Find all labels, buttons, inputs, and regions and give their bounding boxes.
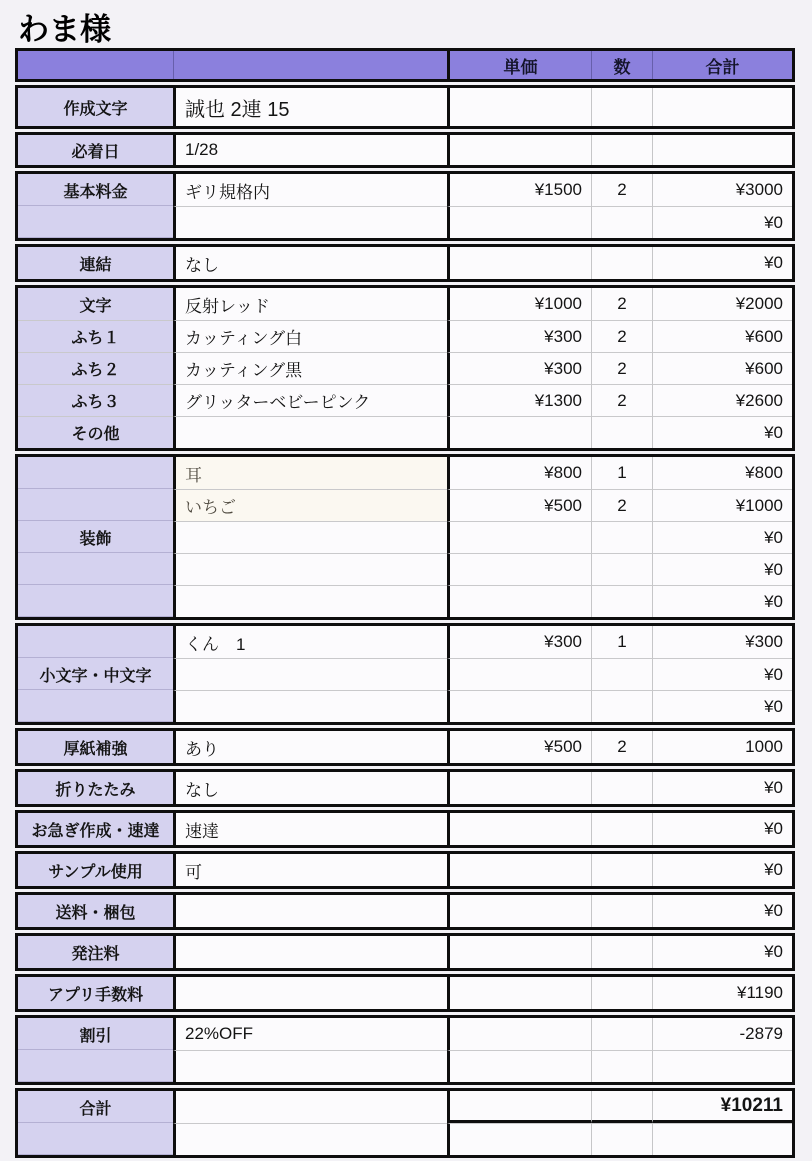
total-cell[interactable] [652, 88, 792, 126]
total-cell[interactable]: ¥800 [652, 457, 792, 489]
item-cell[interactable]: あり [173, 731, 447, 763]
item-cell[interactable]: いちご [173, 489, 447, 521]
qty-cell[interactable]: 1 [591, 626, 652, 658]
unit-price-cell[interactable]: ¥500 [447, 489, 591, 521]
group-hatchuryo [15, 933, 795, 971]
table-header-row [15, 48, 795, 82]
group-moji-fuchi [15, 285, 795, 451]
qty-cell[interactable] [591, 895, 652, 927]
group-oisogi-sokutatsu [15, 810, 795, 848]
qty-cell[interactable] [591, 88, 652, 126]
total-cell[interactable] [652, 1123, 792, 1155]
group-hicchakubi [15, 132, 795, 168]
unit-price-cell[interactable]: ¥300 [447, 352, 591, 384]
row-label-text: ふち２ [71, 362, 120, 379]
qty-cell[interactable]: 2 [591, 489, 652, 521]
total-cell[interactable]: ¥10211 [652, 1091, 792, 1123]
item-cell[interactable]: 可 [173, 854, 447, 886]
unit-price-cell[interactable] [447, 416, 591, 448]
total-cell[interactable]: ¥0 [652, 585, 792, 617]
row-label-text: 文字 [79, 297, 112, 315]
row-label-text: サンプル使用 [48, 863, 143, 881]
row-label-text: 基本料金 [63, 184, 128, 201]
group-oritatami [15, 769, 795, 807]
item-cell[interactable]: なし [173, 247, 447, 279]
group-gokei [15, 1088, 795, 1158]
item-cell[interactable] [173, 658, 447, 690]
unit-price-cell[interactable] [447, 1018, 591, 1050]
total-cell[interactable]: 1000 [652, 731, 792, 763]
row-label-sample-shiyo[interactable] [18, 854, 173, 886]
item-cell[interactable]: 速達 [173, 813, 447, 845]
row-label-text: 合計 [79, 1101, 112, 1118]
row-label-app-tesuryo[interactable] [18, 977, 173, 1009]
order-table [15, 48, 795, 1161]
qty-cell[interactable] [591, 854, 652, 886]
group-komoji-chumoji [15, 623, 795, 725]
unit-price-cell[interactable] [447, 658, 591, 690]
row-label-moji-fuchi-3[interactable] [18, 384, 173, 416]
qty-cell[interactable]: 2 [591, 174, 652, 206]
item-cell[interactable] [173, 936, 447, 968]
total-cell[interactable]: ¥0 [652, 658, 792, 690]
item-cell[interactable]: 耳 [173, 457, 447, 489]
row-label-kihon-ryokin[interactable] [18, 174, 173, 238]
item-cell[interactable] [173, 977, 447, 1009]
unit-price-cell[interactable] [447, 977, 591, 1009]
qty-cell[interactable]: 2 [591, 320, 652, 352]
total-cell[interactable]: ¥0 [652, 521, 792, 553]
row-label-oisogi-sokutatsu[interactable] [18, 813, 173, 845]
total-cell[interactable]: ¥0 [652, 854, 792, 886]
row-label-oritatami[interactable] [18, 772, 173, 804]
unit-price-cell[interactable] [447, 936, 591, 968]
row-label-moji-fuchi-0[interactable] [18, 288, 173, 320]
unit-price-cell[interactable]: ¥1000 [447, 288, 591, 320]
qty-cell[interactable] [591, 772, 652, 804]
unit-price-cell[interactable] [447, 88, 591, 126]
total-cell[interactable]: ¥0 [652, 895, 792, 927]
item-cell[interactable] [173, 895, 447, 927]
header-item-cell[interactable] [173, 51, 447, 79]
qty-cell[interactable] [591, 553, 652, 585]
qty-cell[interactable] [591, 1018, 652, 1050]
item-cell[interactable] [173, 1123, 447, 1155]
row-label-text: 割引 [79, 1028, 112, 1045]
group-soryo-konpo [15, 892, 795, 930]
item-cell[interactable]: 22%OFF [173, 1018, 447, 1050]
qty-cell[interactable] [591, 247, 652, 279]
total-cell[interactable]: ¥1000 [652, 489, 792, 521]
qty-cell[interactable] [591, 936, 652, 968]
qty-cell[interactable] [591, 813, 652, 845]
total-cell[interactable]: ¥300 [652, 626, 792, 658]
row-label-text: 連結 [79, 256, 112, 274]
row-label-text: お急ぎ作成・速達 [31, 822, 160, 840]
row-label-text: 作成文字 [63, 100, 128, 118]
row-label-gokei[interactable] [18, 1091, 173, 1155]
group-renketsu [15, 244, 795, 282]
unit-price-cell[interactable]: ¥1300 [447, 384, 591, 416]
unit-price-cell[interactable] [447, 1123, 591, 1155]
unit-price-cell[interactable]: ¥800 [447, 457, 591, 489]
item-cell[interactable]: くん 1 [173, 626, 447, 658]
qty-cell[interactable] [591, 416, 652, 448]
group-soshoku [15, 454, 795, 620]
row-label-text: アプリ手数料 [47, 986, 144, 1004]
group-sakusei-moji [15, 85, 795, 129]
unit-price-cell[interactable] [447, 813, 591, 845]
row-label-text: 小文字・中文字 [39, 667, 152, 685]
unit-price-cell[interactable] [447, 1091, 591, 1123]
unit-price-cell[interactable] [447, 585, 591, 617]
unit-price-cell[interactable] [447, 135, 591, 165]
item-cell[interactable] [173, 690, 447, 722]
unit-price-cell[interactable] [447, 854, 591, 886]
item-cell[interactable]: 誠也 2連 15 [173, 88, 447, 126]
total-cell[interactable]: ¥0 [652, 772, 792, 804]
unit-price-cell[interactable]: ¥1500 [447, 174, 591, 206]
row-label-text: 折りたたみ [55, 781, 136, 799]
total-cell[interactable]: ¥0 [652, 690, 792, 722]
header-qty[interactable]: 数 [591, 51, 652, 79]
row-label-text: 厚紙補強 [63, 740, 128, 758]
unit-price-cell[interactable] [447, 1050, 591, 1082]
total-cell[interactable] [652, 1050, 792, 1082]
unit-price-cell[interactable]: ¥500 [447, 731, 591, 763]
qty-cell[interactable] [591, 1091, 652, 1123]
item-cell[interactable] [173, 553, 447, 585]
item-cell[interactable] [173, 585, 447, 617]
header-unit-price[interactable]: 単価 [447, 51, 591, 79]
group-atsugami-hokyo [15, 728, 795, 766]
row-label-atsugami-hokyo[interactable] [18, 731, 173, 763]
row-label-hatchuryo[interactable] [18, 936, 173, 968]
row-label-text: その他 [71, 426, 120, 443]
item-cell[interactable]: グリッターベビーピンク [173, 384, 447, 416]
total-cell[interactable]: ¥0 [652, 247, 792, 279]
total-cell[interactable]: ¥0 [652, 936, 792, 968]
row-label-sakusei-moji[interactable] [18, 88, 173, 126]
row-label-waribiki[interactable] [18, 1018, 173, 1082]
row-label-text: 送料・梱包 [55, 904, 136, 922]
item-cell[interactable]: 1/28 [173, 135, 447, 165]
item-cell[interactable] [173, 206, 447, 238]
qty-cell[interactable]: 2 [591, 731, 652, 763]
qty-cell[interactable] [591, 977, 652, 1009]
row-label-text: ふち３ [71, 394, 120, 411]
unit-price-cell[interactable] [447, 206, 591, 238]
qty-cell[interactable]: 2 [591, 288, 652, 320]
row-label-text: 発注料 [71, 945, 120, 963]
unit-price-cell[interactable] [447, 690, 591, 722]
row-label-text: 必着日 [71, 143, 120, 161]
total-cell[interactable]: ¥0 [652, 416, 792, 448]
total-cell[interactable]: -2879 [652, 1018, 792, 1050]
qty-cell[interactable]: 2 [591, 352, 652, 384]
total-cell[interactable]: ¥600 [652, 352, 792, 384]
unit-price-cell[interactable] [447, 247, 591, 279]
total-cell[interactable]: ¥0 [652, 206, 792, 238]
qty-cell[interactable] [591, 135, 652, 165]
total-cell[interactable] [652, 135, 792, 165]
total-cell[interactable]: ¥2600 [652, 384, 792, 416]
unit-price-cell[interactable]: ¥300 [447, 626, 591, 658]
unit-price-cell[interactable] [447, 772, 591, 804]
unit-price-cell[interactable] [447, 895, 591, 927]
item-cell[interactable] [173, 416, 447, 448]
item-cell[interactable]: カッティング白 [173, 320, 447, 352]
qty-cell[interactable] [591, 1123, 652, 1155]
item-cell[interactable]: なし [173, 772, 447, 804]
row-label-komoji-chumoji[interactable] [18, 626, 173, 722]
row-label-text: 装飾 [79, 530, 112, 548]
item-cell[interactable] [173, 1091, 447, 1123]
qty-cell[interactable] [591, 1050, 652, 1082]
group-kihon-ryokin [15, 171, 795, 241]
total-cell[interactable]: ¥2000 [652, 288, 792, 320]
item-cell[interactable]: カッティング黒 [173, 352, 447, 384]
row-label-text: ふち１ [71, 330, 120, 347]
total-cell[interactable]: ¥3000 [652, 174, 792, 206]
row-label-soshoku[interactable] [18, 457, 173, 617]
group-app-tesuryo [15, 974, 795, 1012]
group-waribiki [15, 1015, 795, 1085]
qty-cell[interactable] [591, 658, 652, 690]
total-cell[interactable]: ¥0 [652, 553, 792, 585]
row-label-renketsu[interactable] [18, 247, 173, 279]
total-cell[interactable]: ¥1190 [652, 977, 792, 1009]
qty-cell[interactable]: 1 [591, 457, 652, 489]
row-label-hicchakubi[interactable] [18, 135, 173, 165]
header-label-cell[interactable] [18, 51, 173, 79]
item-cell[interactable] [173, 521, 447, 553]
unit-price-cell[interactable]: ¥300 [447, 320, 591, 352]
unit-price-cell[interactable] [447, 553, 591, 585]
row-label-moji-fuchi-1[interactable] [18, 320, 173, 352]
row-label-moji-fuchi-4[interactable] [18, 416, 173, 448]
item-cell[interactable]: 反射レッド [173, 288, 447, 320]
row-label-soryo-konpo[interactable] [18, 895, 173, 927]
qty-cell[interactable] [591, 206, 652, 238]
qty-cell[interactable]: 2 [591, 384, 652, 416]
group-sample-shiyo [15, 851, 795, 889]
qty-cell[interactable] [591, 585, 652, 617]
row-label-moji-fuchi-2[interactable] [18, 352, 173, 384]
total-cell[interactable]: ¥600 [652, 320, 792, 352]
unit-price-cell[interactable] [447, 521, 591, 553]
qty-cell[interactable] [591, 521, 652, 553]
qty-cell[interactable] [591, 690, 652, 722]
header-total[interactable]: 合計 [652, 51, 792, 79]
total-cell[interactable]: ¥0 [652, 813, 792, 845]
item-cell[interactable]: ギリ規格内 [173, 174, 447, 206]
item-cell[interactable] [173, 1050, 447, 1082]
customer-title: わま様 [18, 12, 111, 47]
